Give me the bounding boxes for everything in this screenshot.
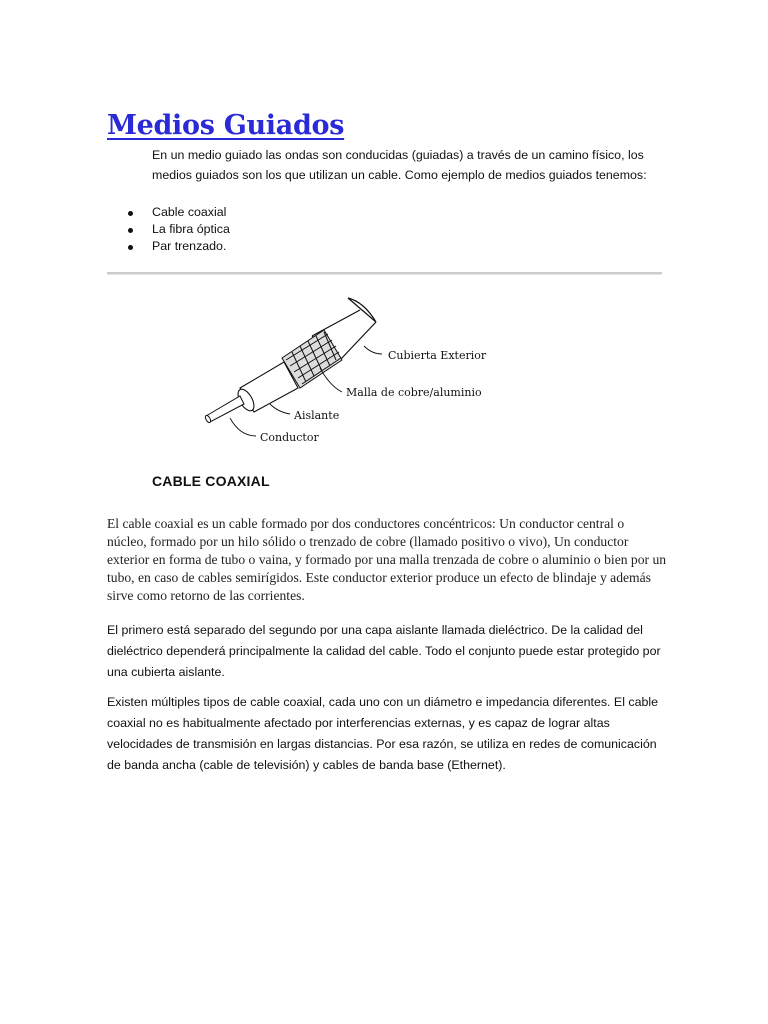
list-item <box>128 221 230 238</box>
label-insulator: Aislante <box>294 409 340 422</box>
description-paragraph: El cable coaxial es un cable formado por dos conductores concéntricos: Un conductor central o núcleo, formado por un hilo sólido o trenzado de cobre (llamado positivo o vivo), Un conductor exterior en forma de tubo o vaina, y formado por una malla trenzada de cobre o aluminio o bien por un tubo, en caso de cables semirígidos. Este conductor exterior produce un efecto de blindaje y además sirve como retorno de las corrientes. <box>107 516 667 603</box>
list-item-label: La fibra óptica <box>152 222 230 236</box>
conductor-illustration <box>204 396 244 423</box>
list-item-label: Par trenzado. <box>152 239 227 253</box>
bullet-icon <box>128 245 133 250</box>
bullet-icon <box>128 211 133 216</box>
insulator-illustration <box>235 362 298 413</box>
page-title: Medios Guiados <box>107 110 345 142</box>
bullet-icon <box>128 228 133 233</box>
horizontal-divider <box>107 272 662 275</box>
list-item <box>128 204 230 221</box>
dielectric-paragraph: El primero está separado del segundo por una capa aislante llamada dieléctrico. De la calidad del dieléctrico dependerá principalmente la calidad del cable. Todo el conjunto puede estar protegido por una cubierta aislante. <box>107 623 661 679</box>
coaxial-cable-diagram <box>200 288 500 448</box>
section-heading: CABLE COAXIAL <box>152 473 270 489</box>
guided-media-list <box>128 204 230 255</box>
list-item <box>128 238 230 255</box>
intro-paragraph: En un medio guiado las ondas son conducidas (guiadas) a través de un camino físico, los medios guiados son los que utilizan un cable. Como ejemplo de medios guiados tenemos: <box>152 148 647 182</box>
label-mesh: Malla de cobre/aluminio <box>346 386 482 399</box>
label-outer-jacket: Cubierta Exterior <box>388 349 487 362</box>
label-conductor: Conductor <box>260 431 319 444</box>
list-item-label: Cable coaxial <box>152 205 227 219</box>
types-paragraph: Existen múltiples tipos de cable coaxial, cada uno con un diámetro e impedancia diferentes. El cable coaxial no es habitualmente afectado por interferencias externas, y es capaz de lograr altas velocidades de transmisión en largas distancias. Por esa razón, se utiliza en redes de comunicación de banda ancha (cable de televisión) y cables de banda base (Ethernet). <box>107 695 659 772</box>
